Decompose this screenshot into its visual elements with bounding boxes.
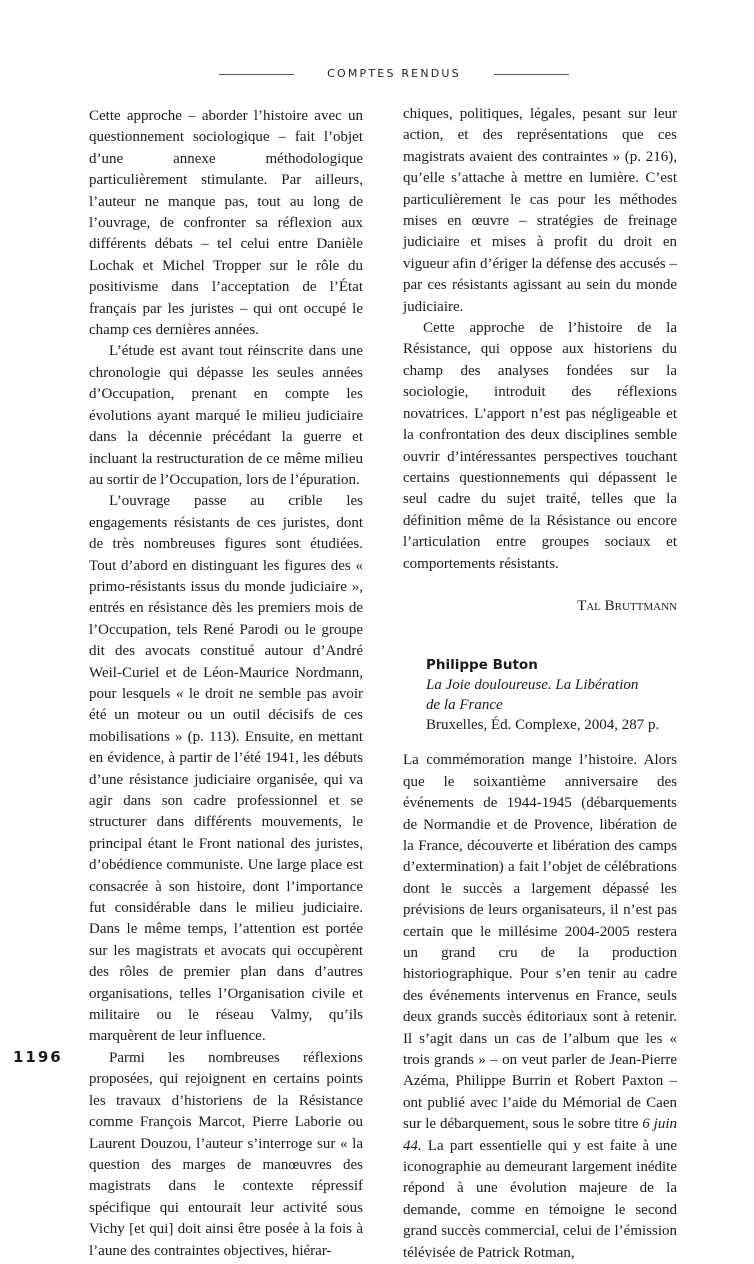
- page-number: 1196: [13, 1048, 63, 1066]
- left-column: [89, 106, 363, 1262]
- text-segment: La commémoration mange l’histoire. Alors que le soixantième anniversaire des événements de 1944-1945 (débarquements de Normandie et de Provence, libération de la France, découverte et libération des camps d’extermination) a fait l’objet de célébrations dont le succès a largement dépassé les prévisions de leurs organisateurs, il n’est pas certain que le millésime 2004-2005 restera un grand cru de la production historiographique. Pour s’en tenir au cadre des événements intervenus en France, seuls deux grands succès éditoriaux sont à retenir. Il s’agit dans un cas de l’album que les « trois grands » – on veut parler de Jean-Pierre Azéma, Philippe Burrin et Robert Paxton – ont publié avec l’aide du Mémorial de Caen sur le débarquement, sous le sobre titre: [403, 752, 677, 1133]
- header-rule-left: [219, 74, 294, 75]
- paragraph: L’étude est avant tout réinscrite dans une chronologie qui dépasse les seules années d’Occupation, prenant en compte les évolutions ayant marqué le milieu judiciaire dans la décennie précédant la guerre et incluant la restructuration de ce même milieu au sortir de l’Occupation, lors de l’épuration.: [89, 343, 363, 488]
- paragraph: L’ouvrage passe au crible les engagements résistants de ces juristes, dont de très nombreuses figures sont étudiées. Tout d’abord en distinguant les figures des « primo-résistants issus du monde judiciaire », entrés en résistance dès les premiers mois de l’Occupation, tels René Parodi ou le groupe dit des avocats constitué autour d’André Weil-Curiel et de Léon-Maurice Nordmann, pour lesquels « le droit ne semble pas avoir été un moteur ou un outil décisifs de ces mobilisations » (p. 113). Ensuite, en mettant en évidence, à partir de l’été 1941, les débuts d’une résistance judiciaire organisée, qui va agir dans son cadre professionnel et se structurer dans différents mouvements, le principal étant le Front national des juristes, d’obédience communiste. Une large place est consacrée à son histoire, dont l’importance fut considérable dans le milieu judiciaire. Dans le même temps, l’attention est portée sur les magistrats et avocats qui occupèrent des rôles de premier plan dans d’autres organisations, telles l’Organisation civile et militaire ou le réseau Valmy, qu’ils marquèrent de leur influence.: [89, 493, 363, 1045]
- book-title-line1: La Joie douloureuse. La Libération: [426, 677, 639, 694]
- paragraph: chiques, politiques, légales, pesant sur leur action, et des représentations que ces magistrats avaient des contraintes » (p. 216), qu’elle s’attache à mettre en lumière. C’est particulièrement le cas pour les méthodes mises en œuvre – stratégies de freinage judiciaire et mises à profit du droit en vigueur afin d’ériger la défense des accusés – par ces résistants agissant au sein du monde judiciaire.: [403, 106, 677, 315]
- review-header: [403, 655, 677, 735]
- header-rule-right: [494, 74, 569, 75]
- running-header: COMPTES RENDUS: [327, 67, 461, 80]
- book-publication: Bruxelles, Éd. Complexe, 2004, 287 p.: [426, 717, 660, 734]
- paragraph: Cette approche – aborder l’histoire avec un questionnement sociologique – fait l’objet d’une annexe méthodologique particulièrement stimulante. Par ailleurs, l’auteur ne manque pas, tout au long de l’ouvrage, de confronter sa réflexion aux différents débats – tel celui entre Danièle Lochak et Michel Tropper sur le rôle du positivisme dans l’acceptation de l’État français par les juristes – qui ont occupé le champ ces dernières années.: [89, 108, 363, 339]
- book-reference: 6 juin 44.: [403, 1116, 677, 1154]
- book-author: Philippe Buton: [426, 657, 538, 674]
- review-body-paragraph: [403, 750, 677, 1264]
- book-title-line2: de la France: [426, 697, 503, 714]
- review-signature: Tal Bruttmann: [577, 597, 677, 614]
- paragraph: Cette approche de l’histoire de la Résistance, qui oppose aux historiens du champ des analyses fondées sur la sociologie, introduit des réflexions novatrices. L’apport n’est pas négligeable et la confrontation des deux disciplines semble ouvrir d’intéressantes perspectives touchant certains questionnements qui dépassent le seul cadre du sujet traité, telles que la définition même de la Résistance ou encore l’articulation entre groupes sociaux et comportements résistants.: [403, 320, 677, 572]
- right-column: [403, 104, 677, 1264]
- paragraph: Parmi les nombreuses réflexions proposées, qui rejoignent en certains points les travaux d’historiens de la Résistance comme François Marcot, Pierre Laborie ou Laurent Douzou, l’auteur s’interroge sur « la question des marges de manœuvres des magistrats dans le contexte répressif spécifique qui entourait leur activité sous Vichy [et qui] doit ainsi être posée à la fois à l’aune des contraintes objectives, hiérar-: [89, 1049, 363, 1259]
- text-segment: La part essentielle qui y est faite à une iconographie au demeurant largement inédite répond à une évolution majeure de la demande, comme en témoigne le second grand succès commercial, celui de l’émission télévisée de Patrick Rotman,: [403, 1137, 677, 1261]
